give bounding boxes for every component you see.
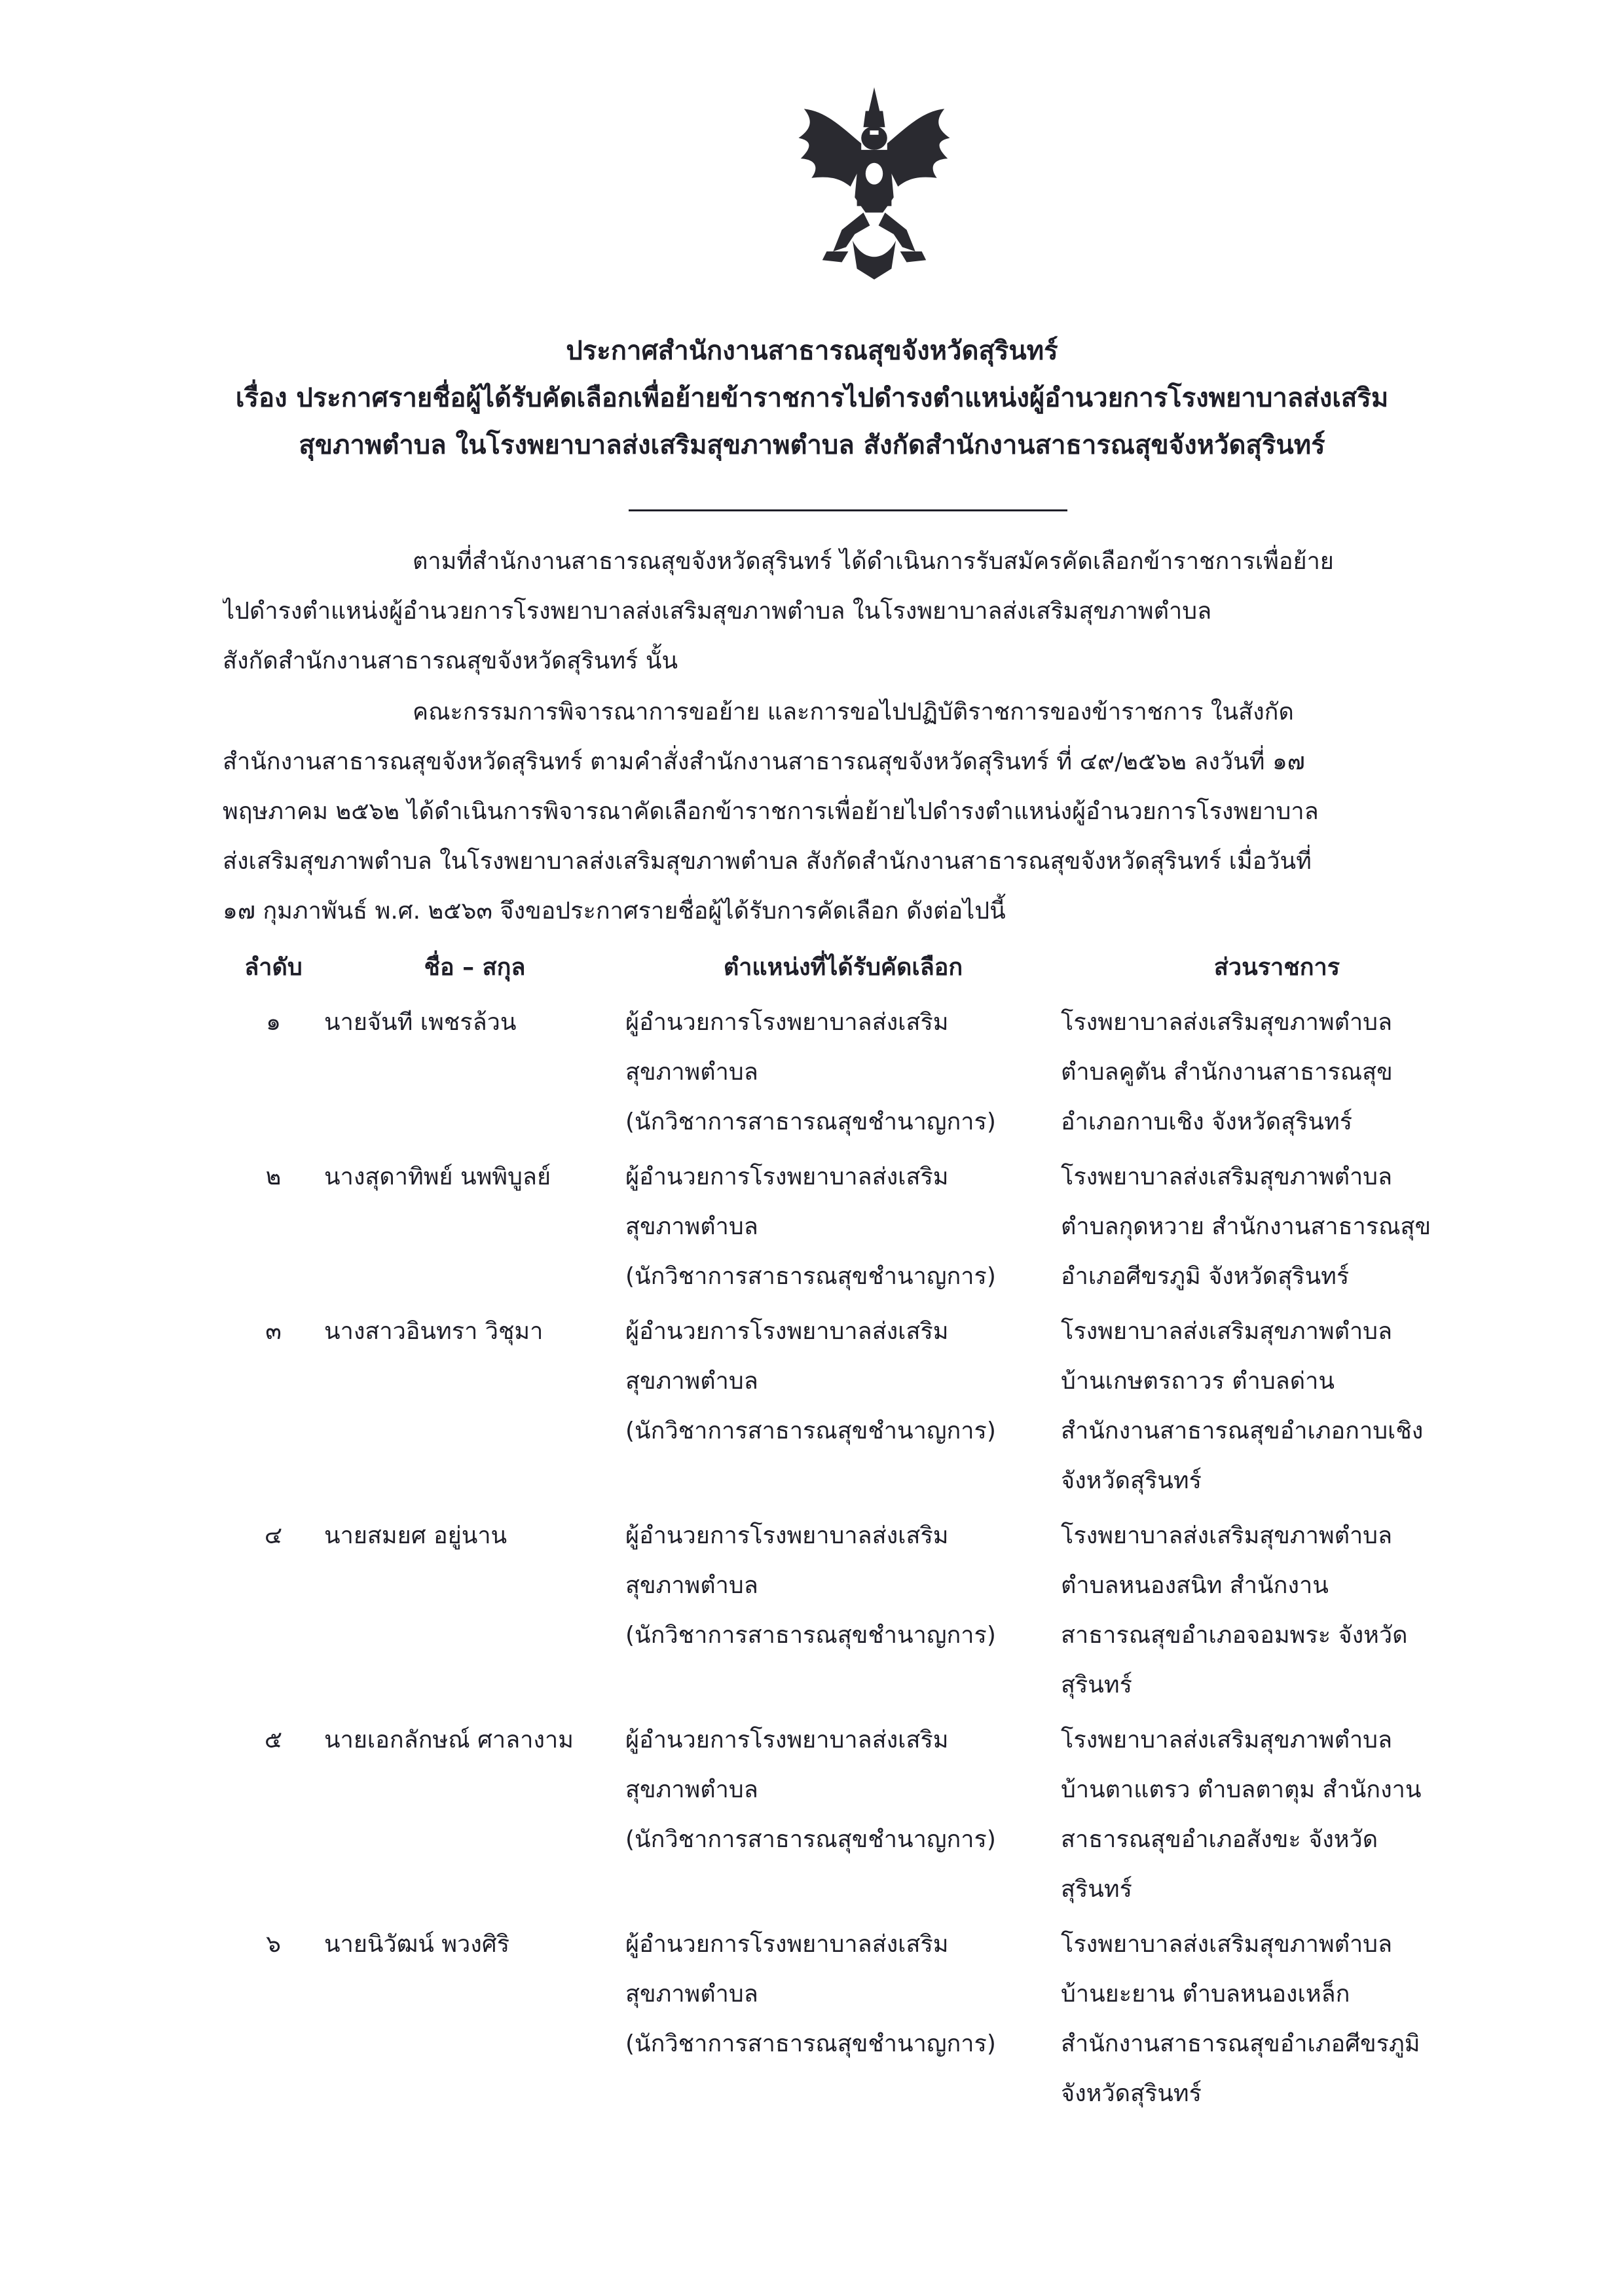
unit-line: โรงพยาบาลส่งเสริมสุขภาพตำบล (1061, 1009, 1393, 1036)
row-name: นายจันที เพชรล้วน (324, 1009, 517, 1036)
paragraph-2-line: คณะกรรมการพิจารณาการขอย้าย และการขอไปปฏิบัติราชการของข้าราชการ ในสังกัด (413, 699, 1294, 725)
row-order: ๕ (264, 1727, 283, 1753)
garuda-emblem (766, 79, 982, 295)
selected-officials-table (223, 943, 1480, 2119)
paragraph-2-line: ส่งเสริมสุขภาพตำบล ในโรงพยาบาลส่งเสริมสุขภาพตำบล สังกัดสำนักงานสาธารณสุขจังหวัดสุรินทร์ เมื่อวันที่ (223, 848, 1312, 875)
table-row (223, 1511, 1480, 1710)
position-line: ผู้อำนวยการโรงพยาบาลส่งเสริม (625, 1931, 949, 1958)
row-unit (1061, 998, 1493, 1147)
unit-line: สาธารณสุขอำเภอจอมพระ จังหวัด (1061, 1622, 1408, 1649)
position-line: (นักวิชาการสาธารณสุขชำนาญการ) (625, 1263, 996, 1290)
table-header (223, 943, 1480, 993)
row-unit (1061, 1715, 1493, 1915)
table-row (223, 1152, 1480, 1302)
subject-line-1: เรื่อง ประกาศรายชื่อผู้ได้รับคัดเลือกเพื่อย้ายข้าราชการไปดำรงตำแหน่งผู้อำนวยการโรงพยาบาลส่งเสริม (235, 383, 1389, 413)
paragraph-1-line: สังกัดสำนักงานสาธารณสุขจังหวัดสุรินทร์ นั้น (223, 648, 678, 674)
row-position (625, 1152, 1061, 1302)
paragraph-2-line: สำนักงานสาธารณสุขจังหวัดสุรินทร์ ตามคำสั่งสำนักงานสาธารณสุขจังหวัดสุรินทร์ ที่ ๔๙/๒๕๖๒ ลงวันที่ ๑๗ (223, 748, 1305, 775)
row-position (625, 1307, 1061, 1506)
row-unit (1061, 1511, 1493, 1710)
position-line: ผู้อำนวยการโรงพยาบาลส่งเสริม (625, 1522, 949, 1549)
position-line: (นักวิชาการสาธารณสุขชำนาญการ) (625, 1418, 996, 1444)
title-divider (629, 509, 1067, 511)
unit-line: โรงพยาบาลส่งเสริมสุขภาพตำบล (1061, 1931, 1393, 1958)
subject-line-2: สุขภาพตำบล ในโรงพยาบาลส่งเสริมสุขภาพตำบล สังกัดสำนักงานสาธารณสุขจังหวัดสุรินทร์ (299, 430, 1325, 460)
table-row (223, 1715, 1480, 1915)
paragraph-1-line: ตามที่สำนักงานสาธารณสุขจังหวัดสุรินทร์ ได้ดำเนินการรับสมัครคัดเลือกข้าราชการเพื่อย้าย (413, 548, 1334, 575)
table-row (223, 998, 1480, 1147)
unit-line: จังหวัดสุรินทร์ (1061, 2080, 1202, 2107)
header-order: ลำดับ (244, 954, 303, 981)
unit-line: ตำบลหนองสนิท สำนักงาน (1061, 1572, 1329, 1599)
unit-line: จังหวัดสุรินทร์ (1061, 1467, 1202, 1494)
unit-line: สาธารณสุขอำเภอสังขะ จังหวัด (1061, 1826, 1378, 1853)
position-line: สุขภาพตำบล (625, 1213, 758, 1240)
position-line: (นักวิชาการสาธารณสุขชำนาญการ) (625, 1622, 996, 1649)
row-unit (1061, 1152, 1493, 1302)
header-unit: ส่วนราชการ (1213, 954, 1340, 981)
row-position (625, 998, 1061, 1147)
position-line: (นักวิชาการสาธารณสุขชำนาญการ) (625, 1826, 996, 1853)
unit-line: อำเภอศีขรภูมิ จังหวัดสุรินทร์ (1061, 1263, 1350, 1290)
row-order: ๔ (264, 1522, 283, 1549)
position-line: ผู้อำนวยการโรงพยาบาลส่งเสริม (625, 1318, 949, 1345)
unit-line: สำนักงานสาธารณสุขอำเภอศีขรภูมิ (1061, 2030, 1420, 2057)
row-name: นายนิวัฒน์ พวงศิริ (324, 1931, 510, 1958)
paragraph-1 (223, 537, 1467, 686)
announcement-title: ประกาศสำนักงานสาธารณสุขจังหวัดสุรินทร์ (566, 336, 1058, 366)
row-name: นางสาวอินทรา วิชุมา (324, 1318, 544, 1345)
paragraph-2-line: ๑๗ กุมภาพันธ์ พ.ศ. ๒๕๖๓ จึงขอประกาศรายชื่อผู้ได้รับการคัดเลือก ดังต่อไปนี้ (223, 898, 1006, 925)
unit-line: โรงพยาบาลส่งเสริมสุขภาพตำบล (1061, 1164, 1393, 1190)
row-name: นายเอกลักษณ์ ศาลางาม (324, 1727, 574, 1753)
unit-line: อำเภอกาบเชิง จังหวัดสุรินทร์ (1061, 1109, 1353, 1135)
row-order: ๑ (266, 1009, 281, 1036)
row-order: ๓ (265, 1318, 282, 1345)
row-order: ๒ (265, 1164, 282, 1190)
position-line: ผู้อำนวยการโรงพยาบาลส่งเสริม (625, 1727, 949, 1753)
row-unit (1061, 1920, 1493, 2119)
header-position: ตำแหน่งที่ได้รับคัดเลือก (723, 954, 963, 981)
paragraph-2 (223, 688, 1467, 936)
position-line: ผู้อำนวยการโรงพยาบาลส่งเสริม (625, 1009, 949, 1036)
unit-line: ตำบลคูตัน สำนักงานสาธารณสุข (1061, 1059, 1393, 1086)
unit-line: โรงพยาบาลส่งเสริมสุขภาพตำบล (1061, 1727, 1393, 1753)
row-position (625, 1920, 1061, 2119)
position-line: (นักวิชาการสาธารณสุขชำนาญการ) (625, 1109, 996, 1135)
paragraph-2-line: พฤษภาคม ๒๕๖๒ ได้ดำเนินการพิจารณาคัดเลือกข้าราชการเพื่อย้ายไปดำรงตำแหน่งผู้อำนวยการโรงพยาบาล (223, 798, 1319, 825)
unit-line: โรงพยาบาลส่งเสริมสุขภาพตำบล (1061, 1522, 1393, 1549)
position-line: สุขภาพตำบล (625, 1981, 758, 2008)
unit-line: สำนักงานสาธารณสุขอำเภอกาบเชิง (1061, 1418, 1424, 1444)
position-line: สุขภาพตำบล (625, 1059, 758, 1086)
row-order: ๖ (266, 1931, 281, 1958)
unit-line: บ้านยะยาน ตำบลหนองเหล็ก (1061, 1981, 1350, 2008)
row-name: นายสมยศ อยู่นาน (324, 1522, 507, 1549)
row-position (625, 1511, 1061, 1710)
table-row (223, 1920, 1480, 2119)
table-row (223, 1307, 1480, 1506)
header-name: ชื่อ – สกุล (424, 954, 526, 981)
position-line: สุขภาพตำบล (625, 1776, 758, 1803)
paragraph-1-line: ไปดำรงตำแหน่งผู้อำนวยการโรงพยาบาลส่งเสริมสุขภาพตำบล ในโรงพยาบาลส่งเสริมสุขภาพตำบล (223, 598, 1212, 625)
position-line: สุขภาพตำบล (625, 1572, 758, 1599)
unit-line: โรงพยาบาลส่งเสริมสุขภาพตำบล (1061, 1318, 1393, 1345)
unit-line: สุรินทร์ (1061, 1672, 1132, 1698)
row-unit (1061, 1307, 1493, 1506)
position-line: (นักวิชาการสาธารณสุขชำนาญการ) (625, 2030, 996, 2057)
unit-line: สุรินทร์ (1061, 1876, 1132, 1903)
position-line: ผู้อำนวยการโรงพยาบาลส่งเสริม (625, 1164, 949, 1190)
unit-line: บ้านตาแตรว ตำบลตาตุม สำนักงาน (1061, 1776, 1422, 1803)
row-name: นางสุดาทิพย์ นพพิบูลย์ (324, 1164, 551, 1190)
unit-line: ตำบลกุดหวาย สำนักงานสาธารณสุข (1061, 1213, 1431, 1240)
unit-line: บ้านเกษตรถาวร ตำบลด่าน (1061, 1368, 1335, 1395)
row-position (625, 1715, 1061, 1915)
position-line: สุขภาพตำบล (625, 1368, 758, 1395)
